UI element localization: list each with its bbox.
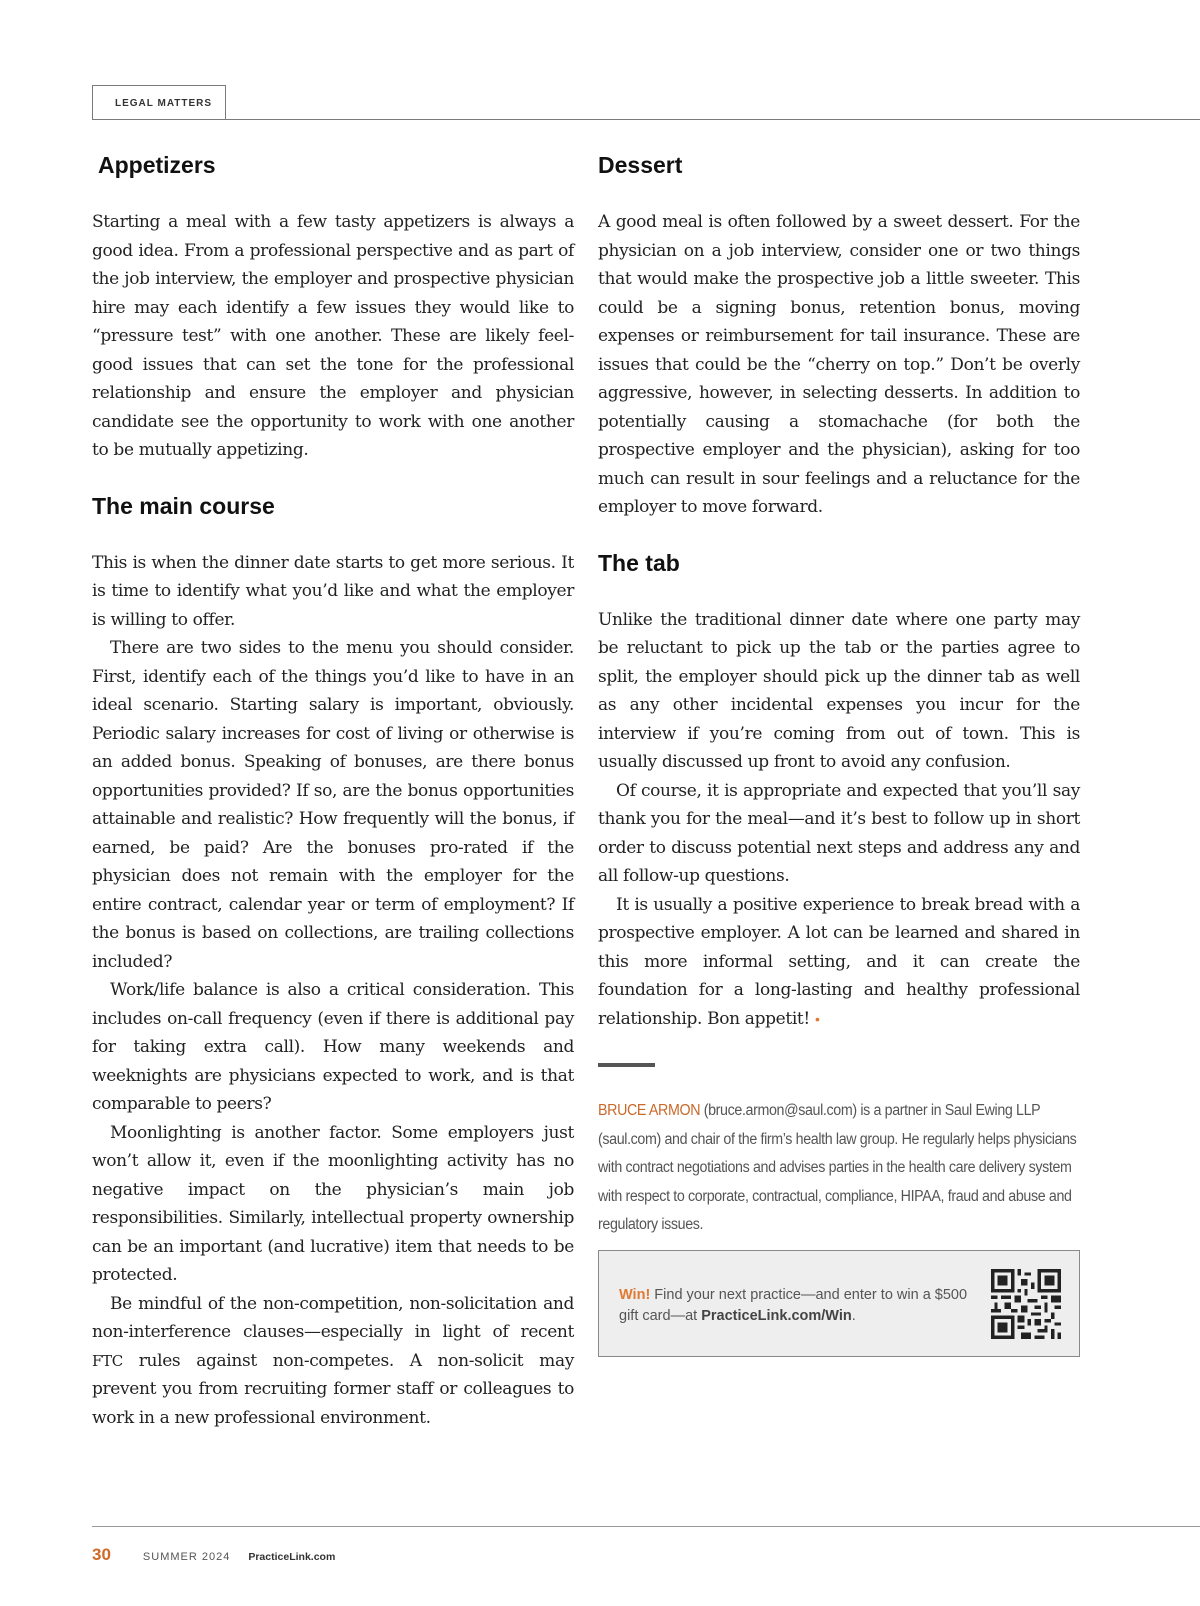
left-column bbox=[92, 150, 574, 1432]
author-bio bbox=[598, 1097, 1081, 1240]
heading-dessert: Dessert bbox=[598, 152, 683, 178]
promo-win: Win! bbox=[619, 1286, 651, 1303]
paragraph: Of course, it is appropriate and expected that you’ll say thank you for the meal—and it’s best to follow up in short order to discuss potential next steps and address any and all follow-up questions. bbox=[598, 780, 1080, 886]
end-mark: • bbox=[814, 1010, 820, 1027]
heading-appetizers: Appetizers bbox=[98, 152, 216, 178]
paragraph-text: It is usually a positive experience to break bread with a prospective employer. A lot can be learned and shared in this more informal setting, and it can create the foundation for a long-lasting and healthy professional relationship. Bon appetit! bbox=[598, 894, 1080, 1029]
section-label: LEGAL MATTERS bbox=[92, 85, 226, 120]
page-number: 30 bbox=[92, 1545, 111, 1564]
top-divider bbox=[92, 119, 1200, 120]
paragraph-text: rules against non-competes. A non-solicit may prevent you from recruiting former staff or colleagues to work in a new professional environment. bbox=[92, 1350, 574, 1428]
site-name: PracticeLink.com bbox=[248, 1551, 336, 1563]
right-column bbox=[598, 150, 1080, 1357]
qr-code-icon[interactable] bbox=[991, 1269, 1061, 1339]
ftc-abbr: FTC bbox=[92, 1351, 123, 1370]
paragraph: Starting a meal with a few tasty appetizers is always a good idea. From a professional perspective and as part of the job interview, the employer and prospective physician hire may each identify a few issues they would like to “pressure test” with one another. These are likely feel-good issues that can set the tone for the professional relationship and ensure the employer and physician candidate see the opportunity to work with one another to be mutually appetizing. bbox=[92, 212, 574, 460]
paragraph: Moonlighting is another factor. Some employers just won’t allow it, even if the moonlighting activity has no negative impact on the physician’s main job responsibilities. Similarly, intellectual property ownership can be an important (and lucrative) item that needs to be protected. bbox=[92, 1122, 574, 1285]
paragraph: This is when the dinner date starts to get more serious. It is time to identify what you’d like and what the employer is willing to offer. bbox=[92, 552, 574, 630]
author-bio-text: (bruce.armon@saul.com) is a partner in Saul Ewing LLP (saul.com) and chair of the firm’s health law group. He regularly helps physicians with contract negotiations and advises parties in the health care delivery system with respect to corporate, contractual, compliance, HIPAA, fraud and abuse and regulatory issues. bbox=[598, 1102, 1077, 1233]
promo-text bbox=[619, 1285, 969, 1327]
bottom-divider bbox=[92, 1526, 1200, 1527]
promo-link[interactable]: PracticeLink.com/Win bbox=[701, 1307, 852, 1324]
promo-box bbox=[598, 1250, 1080, 1357]
paragraph-text: Be mindful of the non-competition, non-solicitation and non-interference clauses—especially in light of recent bbox=[92, 1293, 574, 1342]
paragraph: There are two sides to the menu you should consider. First, identify each of the things you’d like to have in an ideal scenario. Starting salary is important, obviously. Periodic salary increases for cost of living or otherwise is an added bonus. Speaking of bonuses, are there bonus opportunities provided? If so, are the bonus opportunities attainable and realistic? How frequently will the bonus, if earned, be paid? Are the bonuses pro-rated if the physician does not remain with the employer for the entire contract, calendar year or term of employment? If the bonus is based on collections, are trailing collections included? bbox=[92, 638, 574, 972]
paragraph bbox=[92, 1290, 574, 1433]
bio-divider bbox=[598, 1063, 655, 1067]
paragraph: Work/life balance is also a critical consideration. This includes on-call frequency (even if there is additional pay for taking extra call). How many weekends and weeknights are physicians expected to work, and is that comparable to peers? bbox=[92, 980, 574, 1114]
heading-the-tab: The tab bbox=[598, 549, 680, 576]
heading-main-course: The main course bbox=[92, 492, 275, 519]
author-name: BRUCE ARMON bbox=[598, 1102, 701, 1119]
footer bbox=[92, 1545, 335, 1569]
paragraph: Unlike the traditional dinner date where one party may be reluctant to pick up the tab or the parties agree to split, the employer should pick up the dinner tab as well as any other incidental expenses you incur for the interview if you’re coming from out of town. This is usually discussed up front to avoid any confusion. bbox=[598, 609, 1080, 772]
paragraph: A good meal is often followed by a sweet dessert. For the physician on a job interview, consider one or two things that would make the prospective job a little sweeter. This could be a signing bonus, retention bonus, moving expenses or reimbursement for tail insurance. These are issues that could be the “cherry on top.” Don’t be overly aggressive, however, in selecting desserts. In addition to potentially causing a stomachache (for both the prospective employer and the physician), asking for too much can result in sour feelings and a reluctance for the employer to move forward. bbox=[598, 212, 1080, 517]
promo-copy: Find your next practice—and enter to win a $500 gift card—at bbox=[619, 1286, 968, 1324]
issue-label: SUMMER 2024 bbox=[142, 1551, 231, 1563]
promo-end: . bbox=[851, 1307, 856, 1324]
paragraph bbox=[598, 891, 1080, 1034]
